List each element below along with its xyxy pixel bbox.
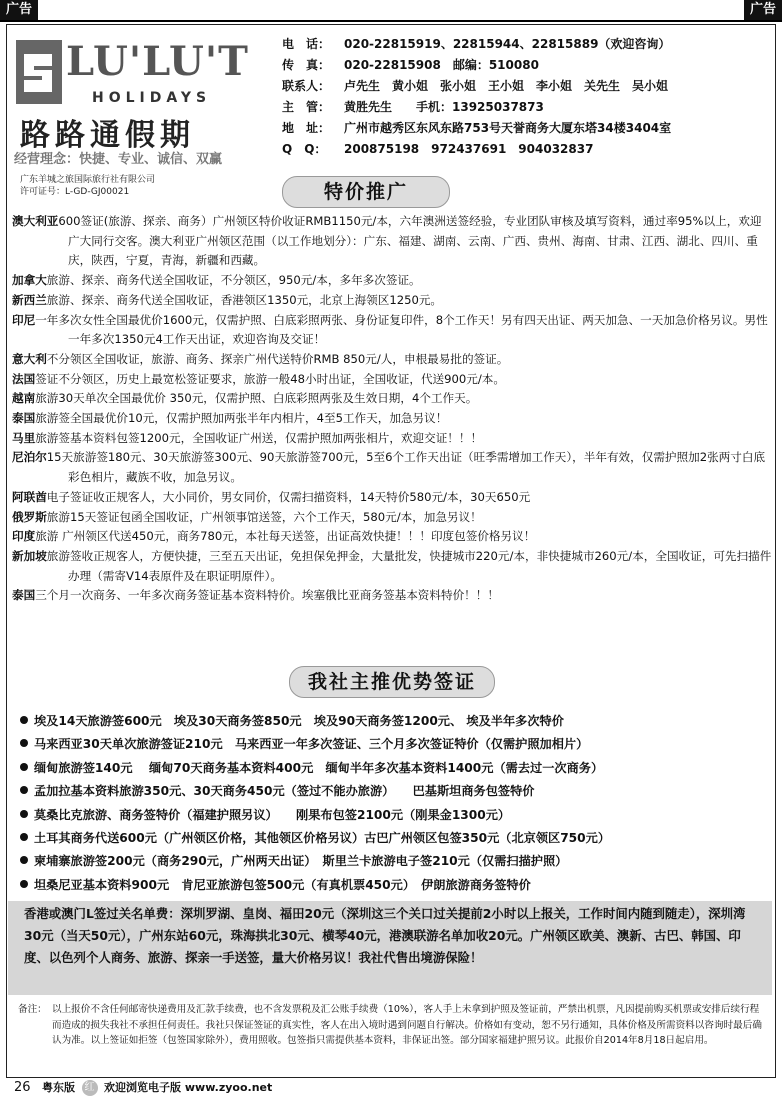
edition-badge-icon: 红 bbox=[82, 1080, 98, 1096]
company-name: 广东羊城之旅国际旅行社有限公司 bbox=[20, 175, 156, 185]
business-motto: 经营理念：快捷、专业、诚信、双赢 bbox=[14, 152, 223, 167]
brand-cn-name: 路路通假期 bbox=[20, 118, 195, 153]
bullet-icon bbox=[20, 786, 28, 794]
offer-item: 新加坡旅游签收正规客人，方便快捷，三至五天出证，免担保免押金，大量批发，快捷城市220元/本，非快捷城市260元/本，全国收证，可先扫描件办理（需寄V14表原件及在职证明原件）。 bbox=[12, 548, 772, 583]
offer-item: 印度旅游 广州领区代送450元，商务780元，本社每天送签，出证高效快捷！！！印度包签价格另议！ bbox=[12, 529, 536, 544]
remarks-text: 以上报价不含任何邮寄快递费用及汇款手续费，也不含发票税及汇公账手续费（10%），客人手上未拿到护照及签证前，严禁出机票，凡因提前购买机票或安排后续行程而造成的损失我社不承担任何责任。我社只保证签证的真实性，客人在出入境时遇到问题自行解决。价格如有变动，恕不另行通知，具体价格及所需资料以咨询时最后确认为准。以上签证如拒签（包签国家除外），费用照收。包签指只需提供基本资料，非保证出签。部分国家福建护照另议。此报价自2014年8月18日起启用。 bbox=[52, 1004, 762, 1046]
logo-block bbox=[14, 34, 269, 197]
bullet-icon bbox=[20, 810, 28, 818]
bullet-icon bbox=[20, 856, 28, 864]
bullet-icon bbox=[20, 739, 28, 747]
offer-item: 越南旅游30天单次全国最优价 350元，仅需护照、白底彩照两张及生效日期，4个工作天。 bbox=[12, 391, 478, 406]
bullet-icon bbox=[20, 716, 28, 724]
contact-manager: 主 管： 黄胜先生 手机：13925037873 bbox=[282, 100, 544, 114]
offer-item: 泰国三个月一次商务、一年多次商务签证基本资料特价。埃塞俄比亚商务签基本资料特价！！！ bbox=[12, 588, 499, 603]
list-item: 柬埔寨旅游签200元（商务290元，广州两天出证） 斯里兰卡旅游电子签210元（仅需扫描护照） bbox=[14, 850, 770, 873]
special-offers-banner: 特价推广 bbox=[282, 176, 450, 208]
offer-item: 加拿大旅游、探亲、商务代送全国收证，不分领区，950元/本，多年多次签证。 bbox=[12, 273, 421, 288]
offer-item: 泰国旅游签全国最优价10元，仅需护照加两张半年内相片，4至5工作天，加急另议！ bbox=[12, 411, 448, 426]
special-offers-list bbox=[12, 212, 772, 606]
edition-label: 粤东版 bbox=[42, 1081, 76, 1094]
top-bar bbox=[0, 0, 782, 22]
list-item: 坦桑尼亚基本资料900元 肯尼亚旅游包签500元（有真机票450元） 伊朗旅游商务签特价 bbox=[14, 874, 770, 897]
list-item: 缅甸旅游签140元 缅甸70天商务基本资料400元 缅甸半年多次基本资料1400元（需去过一次商务） bbox=[14, 757, 770, 780]
hk-macau-box bbox=[8, 901, 772, 995]
offer-item: 尼泊尔15天旅游签180元、30天旅游签300元、90天旅游签700元，5至6个工作天出证（旺季需增加工作天），半年有效，仅需护照加2张两寸白底彩色相片，藏族不收，加急另议。 bbox=[12, 450, 766, 485]
website-link[interactable]: 欢迎浏览电子版 www.zyoo.net bbox=[104, 1081, 273, 1094]
contact-qq: Q Q： 200875198 972437691 904032837 bbox=[282, 142, 594, 156]
company-logo-icon bbox=[16, 40, 62, 104]
offer-item: 俄罗斯旅游15天签证包函全国收证，广州领事馆送签，六个工作天，580元/本，加急另议！ bbox=[12, 509, 482, 524]
offer-item: 澳大利亚600签证(旅游、探亲、商务）广州领区特价收证RMB1150元/本，六年澳洲送签经验，专业团队审核及填写资料，通过率95%以上，欢迎广大同行交客。澳大利亚广州领区范围（以工作地划分）：广东、福建、湖南、云南、广西、贵州、海南、甘肃、江西、湖北、四川、重庆，陕西，宁夏，青海，新疆和西藏。 bbox=[12, 214, 762, 268]
hk-macau-text: 香港或澳门L签过关名单费：深圳罗湖、皇岗、福田20元（深圳这三个关口过关提前2小时以上报关，工作时间内随到随走），深圳湾30元（当天50元），广州东站60元，珠海拱北30元、横琴40元，港澳联游名单加收20元。广州领区欧美、澳新、古巴、韩国、印度、以色列个人商务、旅游、探亲一手送签，量大价格另议！我社代售出境游保险！ bbox=[24, 906, 746, 965]
offer-item: 法国签证不分领区，历史上最宽松签证要求，旅游一般48小时出证，全国收证，代送900元/本。 bbox=[12, 371, 505, 386]
brand-holidays: HOLIDAYS bbox=[92, 90, 212, 106]
offer-item: 新西兰旅游、探亲、商务代送全国收证，香港领区1350元，北京上海领区1250元。 bbox=[12, 292, 443, 307]
advantage-visas-list bbox=[14, 710, 770, 897]
bullet-icon bbox=[20, 763, 28, 771]
list-item: 土耳其商务代送600元（广州领区价格，其他领区价格另议）古巴广州领区包签350元（北京领区750元） bbox=[14, 827, 770, 850]
offer-item: 意大利不分领区全国收证，旅游、商务、探亲广州代送特价RMB 850元/人，申根最易批的签证。 bbox=[12, 351, 509, 366]
list-item: 孟加拉基本资料旅游350元、30天商务450元（签过不能办旅游） 巴基斯坦商务包签特价 bbox=[14, 780, 770, 803]
remarks bbox=[14, 1002, 768, 1049]
contact-address: 地 址： 广州市越秀区东风东路753号天誉商务大厦东塔34楼3404室 bbox=[282, 121, 672, 135]
contact-phone: 电 话： 020-22815919、22815944、22815889（欢迎咨询） bbox=[282, 37, 671, 51]
ad-tag-left: 广告 bbox=[0, 0, 38, 20]
contact-persons: 联系人： 卢先生 黄小姐 张小姐 王小姐 李小姐 关先生 吴小姐 bbox=[282, 79, 669, 93]
remarks-label: 备注： bbox=[18, 1004, 47, 1015]
contact-fax: 传 真： 020-22815908 邮编：510080 bbox=[282, 58, 539, 72]
company-info bbox=[20, 174, 155, 198]
brand-name: LU'LU'T bbox=[66, 38, 249, 85]
ad-tag-right: 广告 bbox=[744, 0, 782, 20]
license-number: 许可证号：L-GD-GJ00021 bbox=[20, 187, 130, 197]
bullet-icon bbox=[20, 833, 28, 841]
offer-item: 阿联酋电子签证收正规客人，大小同价，男女同价，仅需扫描资料，14天特价580元/本，30天650元 bbox=[12, 489, 531, 504]
list-item: 埃及14天旅游签600元 埃及30天商务签850元 埃及90天商务签1200元、 埃及半年多次特价 bbox=[14, 710, 770, 733]
list-item: 莫桑比克旅游、商务签特价（福建护照另议） 刚果布包签2100元（刚果金1300元） bbox=[14, 804, 770, 827]
page-footer bbox=[14, 1080, 272, 1096]
bullet-icon bbox=[20, 880, 28, 888]
advantage-visas-banner: 我社主推优势签证 bbox=[289, 666, 495, 698]
page-number: 26 bbox=[14, 1080, 31, 1095]
offer-item: 马里旅游签基本资料包签1200元，全国收证广州送，仅需护照加两张相片，欢迎交证！！！ bbox=[12, 430, 483, 445]
contact-block bbox=[282, 34, 772, 160]
offer-item: 印尼一年多次女性全国最优价1600元，仅需护照、白底彩照两张、身份证复印件，8个工作天！另有四天出证、两天加急、一天加急价格另议。男性一年多次1350元4工作天出证，欢迎咨询及交证！ bbox=[12, 312, 768, 347]
list-item: 马来西亚30天单次旅游签证210元 马来西亚一年多次签证、三个月多次签证特价（仅需护照加相片） bbox=[14, 733, 770, 756]
